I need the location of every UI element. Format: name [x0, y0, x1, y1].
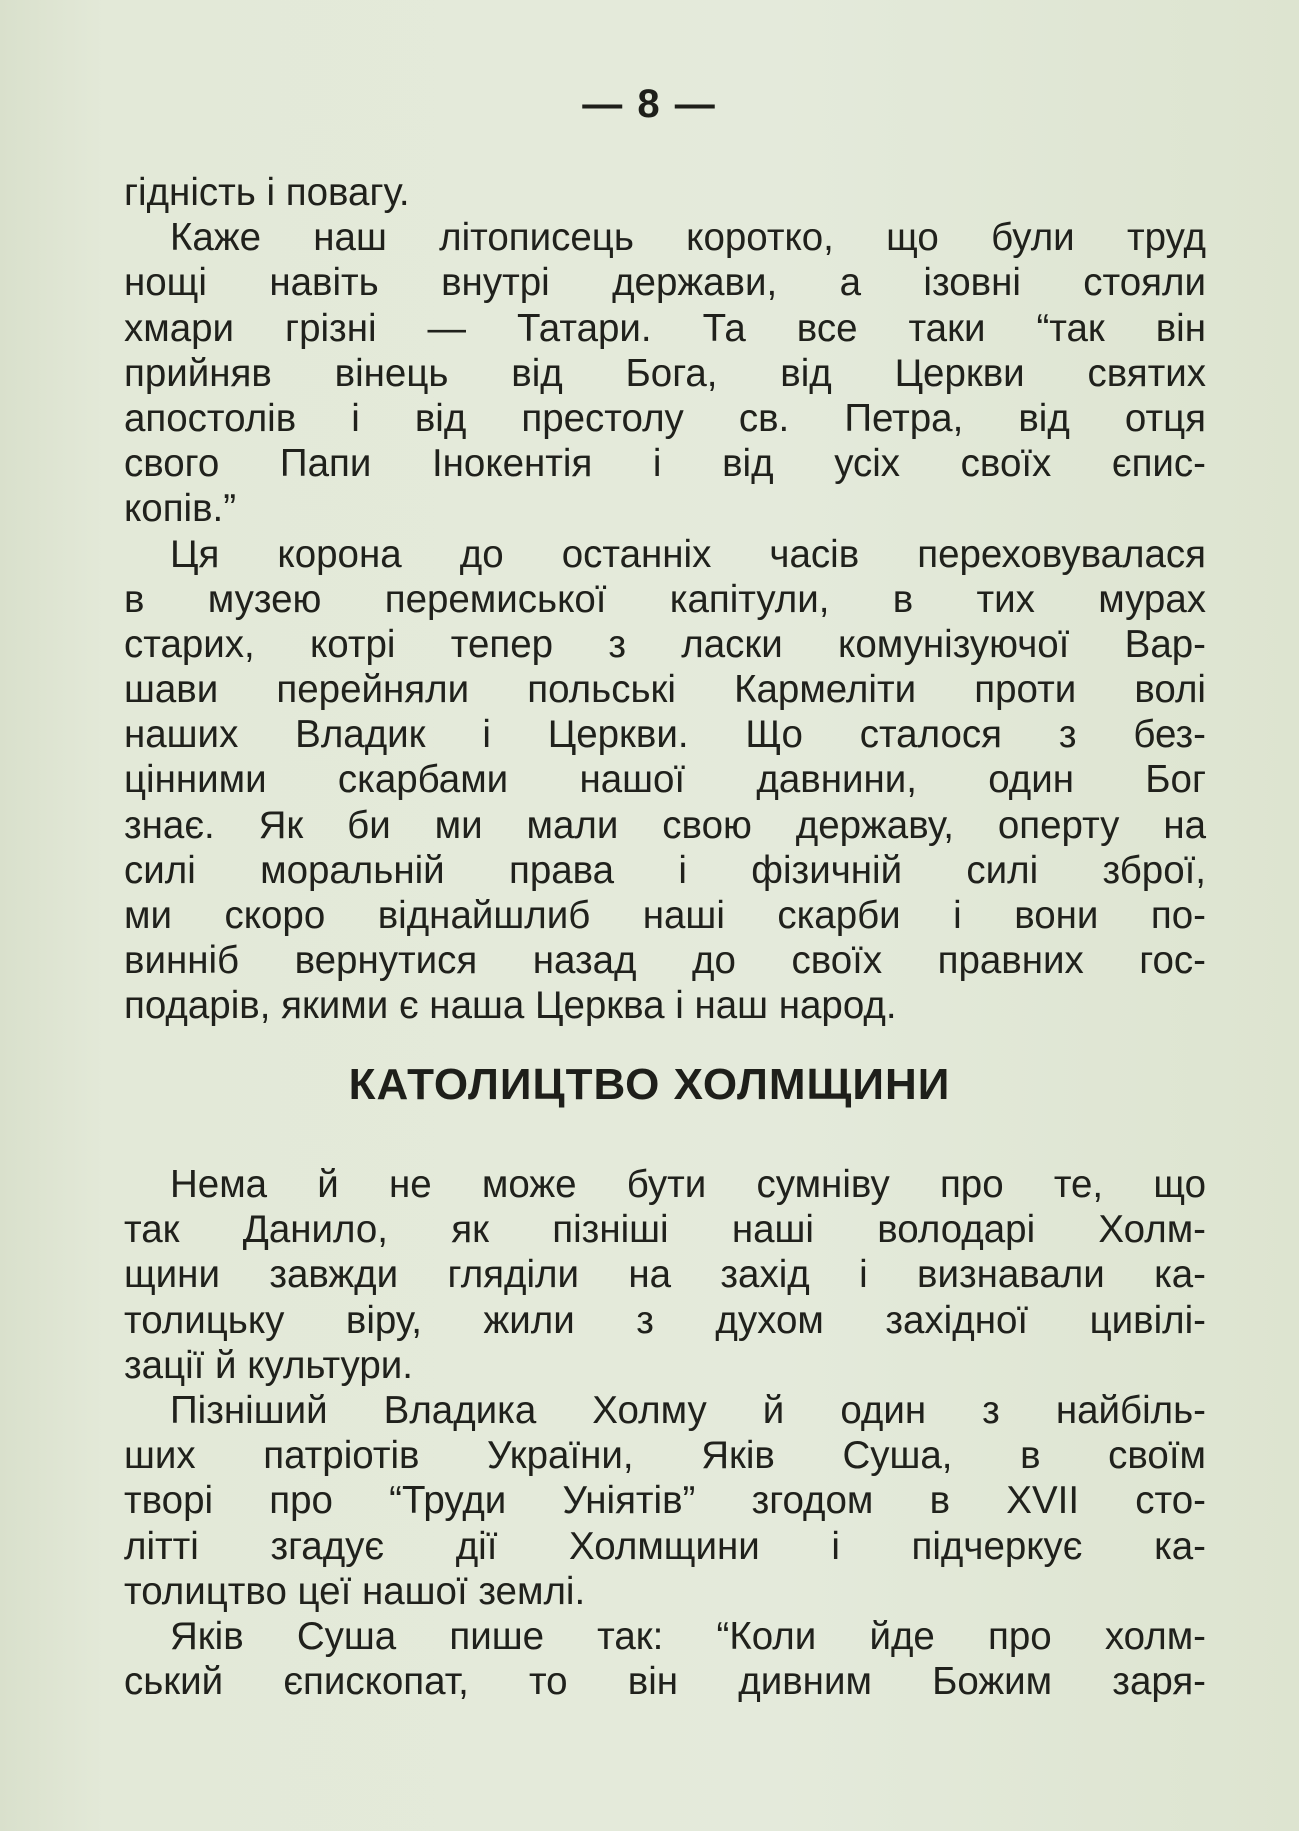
- text-line: хмари грізні — Татари. Та все таки “так він: [124, 306, 1206, 350]
- text-line: ми скоро віднайшлиб наші скарби і вони по-: [124, 894, 1206, 937]
- text-line: так Данило, як пізніші наші володарі Холм-: [124, 1208, 1206, 1252]
- text-line: ших патріотів України, Яків Суша, в своїм: [124, 1434, 1206, 1478]
- text-line: ський єпископат, то він дивним Божим заря-: [124, 1660, 1206, 1704]
- text-line: толицьку віру, жили з духом західної цивілі-: [124, 1298, 1206, 1342]
- text-line: апостолів і від престолу св. Петра, від отця: [124, 396, 1206, 440]
- text-block-2: [124, 1162, 1206, 1704]
- section-heading: КАТОЛИЦТВО ХОЛМЩИНИ: [348, 1060, 951, 1109]
- text-line: літті згадує дії Холмщини і підчеркує ка-: [124, 1524, 1206, 1568]
- text-line: старих, котрі тепер з ласки комунізуючої Вар-: [124, 622, 1206, 666]
- page-number: — 8 —: [582, 82, 717, 126]
- text-line: Каже наш літописець коротко, що були труд: [170, 216, 1206, 260]
- text-line: щини завжди гляділи на захід і визнавали ка-: [124, 1253, 1206, 1297]
- text-line: творі про “Труди Уніятів” згодом в XVII сто-: [124, 1479, 1206, 1523]
- text-line: подарів, якими є наша Церква і наш народ.: [124, 984, 897, 1028]
- text-line: прийняв вінець від Бога, від Церкви святих: [124, 351, 1206, 395]
- text-line: Пізніший Владика Холму й один з найбіль-: [170, 1388, 1206, 1432]
- text-line: в музею перемиської капітули, в тих мурах: [124, 577, 1206, 621]
- text-line: Нема й не може бути сумніву про те, що: [170, 1163, 1206, 1206]
- text-line: свого Папи Інокентія і від усіх своїх єпис-: [124, 442, 1206, 486]
- text-line: цінними скарбами нашої давнини, один Бог: [124, 758, 1206, 802]
- text-line: виннiб вернутися назад до своїх правних гос-: [124, 939, 1206, 983]
- text-block-1: [124, 170, 1206, 1029]
- text-line: зації й культури.: [124, 1343, 413, 1387]
- text-line: толицтво цеї нашої землі.: [124, 1569, 586, 1613]
- text-line: Яків Суша пише так: “Коли йде про холм-: [170, 1614, 1206, 1658]
- text-line: Ця корона до останніх часів переховувалася: [170, 532, 1206, 576]
- text-line: наших Владик і Церкви. Що сталося з без-: [124, 713, 1206, 757]
- text-line: шави перейняли польські Кармеліти проти волі: [124, 668, 1206, 712]
- text-line: силі моральній права і фізичній силі зброї,: [124, 848, 1206, 892]
- text-line: знає. Як би ми мали свою державу, оперту на: [124, 803, 1206, 847]
- text-line: нощі навіть внутрі держави, а ізовні стояли: [124, 261, 1206, 305]
- text-line: копів.”: [124, 487, 237, 531]
- text-line: гідність і повагу.: [124, 171, 410, 214]
